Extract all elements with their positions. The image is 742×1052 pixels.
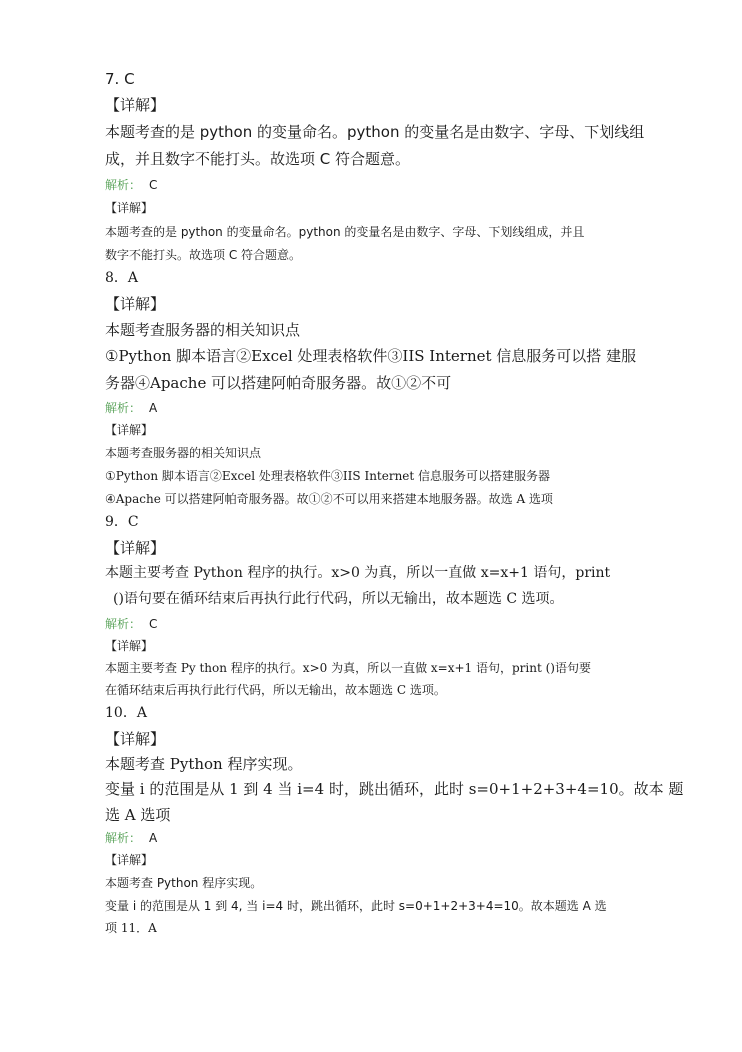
q10-repeat-line3: 项 11．A: [105, 921, 157, 935]
q7-body-line1: 本题考查的是 python 的变量命名。python 的变量名是由数字、字母、下划线组: [105, 123, 645, 141]
q10-analysis-answer: A: [149, 831, 158, 845]
q9-number: 9．C: [105, 514, 139, 530]
q7-number: 7. C: [105, 70, 135, 88]
q8-analysis: [105, 401, 157, 415]
q8-body-line1: 本题考查服务器的相关知识点: [105, 321, 301, 339]
q8-detail-heading: 【详解】: [105, 295, 166, 313]
q8-number: 8．A: [105, 270, 139, 286]
q7-repeat-line1: 本题考查的是 python 的变量命名。python 的变量名是由数字、字母、下划线组成，并且: [105, 225, 585, 239]
q8-analysis-answer: A: [149, 401, 158, 415]
q10-analysis: [105, 831, 157, 845]
q10-analysis-label: 解析：: [105, 831, 142, 845]
q8-detail-heading-2: 【详解】: [105, 423, 154, 437]
q8-repeat-line2: ①Python 脚本语言②Excel 处理表格软件③IIS Internet 信息服务可以搭建服务器: [105, 469, 551, 483]
q10-body-line1: 本题考查 Python 程序实现。: [105, 755, 303, 773]
q7-analysis-label: 解析：: [105, 178, 142, 192]
q9-analysis-label: 解析：: [105, 617, 142, 631]
q9-detail-heading-2: 【详解】: [105, 639, 154, 653]
q7-body-line2: 成，并且数字不能打头。故选项 C 符合题意。: [105, 150, 411, 168]
q8-repeat-line3: ④Apache 可以搭建阿帕奇服务器。故①②不可以用来搭建本地服务器。故选 A 选项: [105, 492, 553, 506]
q10-detail-heading: 【详解】: [105, 730, 166, 748]
q9-repeat-line2: 在循环结束后再执行此行代码，所以无输出，故本题选 C 选项。: [105, 683, 446, 697]
q10-repeat-line2: 变量 i 的范围是从 1 到 4, 当 i=4 时，跳出循环，此时 s=0+1+2+3+4=10。故本题选 A 选: [105, 899, 607, 913]
q8-analysis-label: 解析：: [105, 401, 142, 415]
q7-repeat-line2: 数字不能打头。故选项 C 符合题意。: [105, 248, 302, 262]
q9-body-line2: ()语句要在循环结束后再执行此行代码，所以无输出，故本题选 C 选项。: [113, 591, 564, 607]
q8-body-line3: 务器④Apache 可以搭建阿帕奇服务器。故①②不可: [105, 374, 452, 392]
q9-analysis: [105, 617, 157, 631]
q10-repeat-line1: 本题考查 Python 程序实现。: [105, 876, 263, 890]
q8-repeat-line1: 本题考查服务器的相关知识点: [105, 446, 262, 460]
q9-detail-heading: 【详解】: [105, 539, 166, 557]
q10-body-line2: 变量 i 的范围是从 1 到 4 当 i=4 时，跳出循环，此时 s=0+1+2+3+4=10。故本 题: [105, 780, 684, 798]
q9-repeat-line1: 本题主要考查 Py thon 程序的执行。x>0 为真，所以一直做 x=x+1 语句，print ()语句要: [105, 661, 591, 675]
q10-detail-heading-2: 【详解】: [105, 853, 154, 867]
q7-analysis: [105, 178, 157, 192]
q7-detail-heading-2: 【详解】: [105, 201, 154, 215]
q8-body-line2: ①Python 脚本语言②Excel 处理表格软件③IIS Internet 信息服务可以搭 建服: [105, 347, 637, 365]
q10-body-line3: 选 A 选项: [105, 806, 171, 824]
q9-analysis-answer: C: [149, 617, 158, 631]
q7-detail-heading: 【详解】: [105, 96, 166, 114]
q7-analysis-answer: C: [149, 178, 158, 192]
q9-body-line1: 本题主要考查 Python 程序的执行。x>0 为真，所以一直做 x=x+1 语句，print: [105, 565, 611, 581]
q10-number: 10．A: [105, 705, 147, 721]
